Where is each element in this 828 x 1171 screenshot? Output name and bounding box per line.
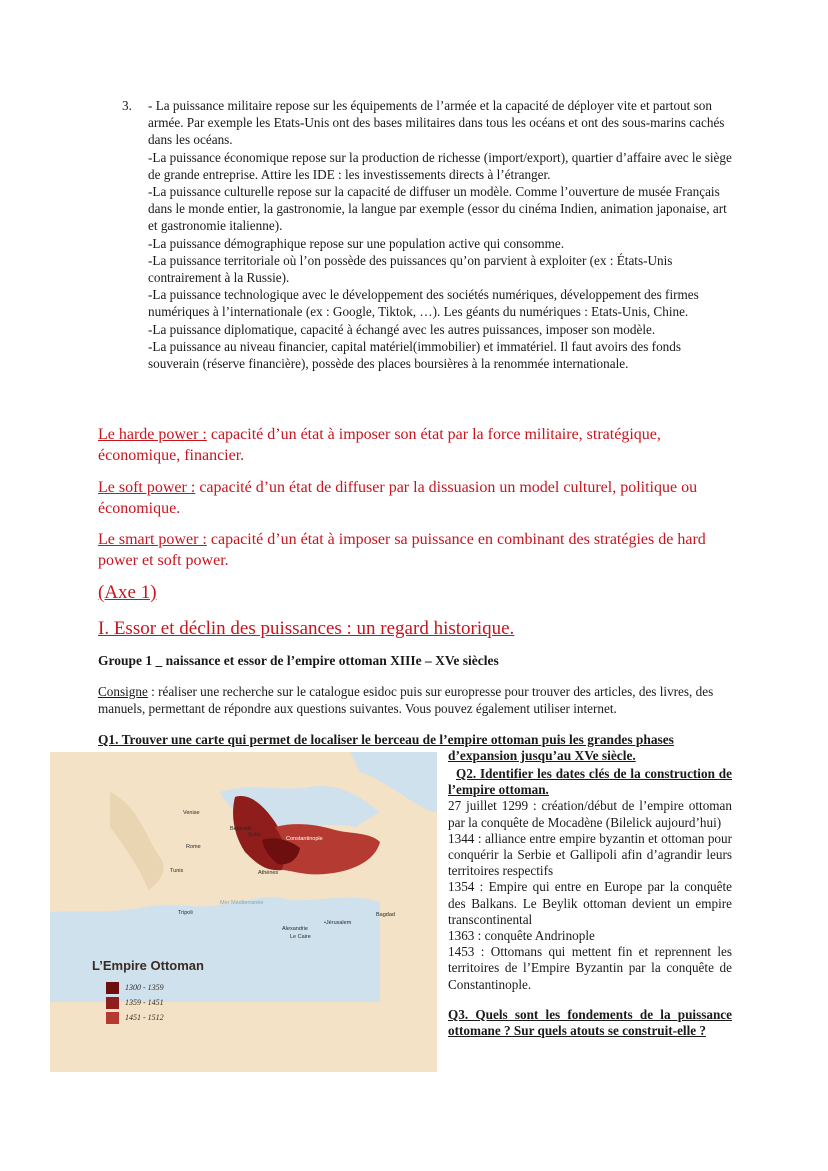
legend-item-1451: 1451 - 1512 [106,1010,164,1025]
definition-text: capacité d’un état de diffuser par la dissuasion un model culturel, politique ou économique. [98,479,698,517]
ottoman-empire-map [50,752,437,1072]
label-constantinople: Constantinople [286,836,323,842]
legend-swatch [106,982,119,994]
label-venise: Venise [183,810,200,816]
question-3: Q3. Quels sont les fondements de la puissance ottomane ? Sur quels atouts se construit-elle ? [448,1006,732,1039]
list-item: -La puissance culturelle repose sur la capacité de diffuser un modèle. Comme l’ouverture de musée Français dans le monde entier, la gastronomie, la langue par exemple (essor du cinéma Indien, animation japonaise, art et gastronomie italienne). [148,184,727,234]
label-caire: Le Caire [290,934,311,940]
definition-term: Le harde power : [98,426,207,443]
section-heading: I. Essor et déclin des puissances : un regard historique. [98,618,515,639]
power-types-list [122,97,732,372]
definition-text: capacité d’un état à imposer sa puissance en combinant des stratégies de hard power et soft power. [98,531,706,569]
axe-label: (Axe 1) [98,582,157,603]
definition-term: Le smart power : [98,531,207,548]
list-item: -La puissance démographique repose sur une population active qui consomme. [148,235,565,251]
question-2: Q2. Identifier les dates clés de la construction de l’empire ottoman. [448,766,732,798]
consigne [98,683,738,717]
date-item: 1354 : Empire qui entre en Europe par la conquête des Balkans. Le Beylik ottoman devient un empire transcontinental [448,879,732,927]
list-number: 3. [122,98,132,113]
label-jerusalem: •Jérusalem [324,920,352,926]
definition-term: Le soft power : [98,479,196,496]
list-item: -La puissance économique repose sur la production de richesse (import/export), quartier d’affaire avec le siège de grande entreprise. Attire les IDE : les investissements directs à l’étranger. [148,149,732,182]
date-item: 1363 : conquête Andrinople [448,928,595,944]
q2-q3-column [448,766,732,1039]
label-alexandrie: Alexandrie [282,926,308,932]
list-item: -La puissance diplomatique, capacité à échangé avec les autres puissances, imposer son modèle. [148,321,656,337]
question-1: Q1. Trouver une carte qui permet de localiser le berceau de l’empire ottoman puis les grandes phases [98,732,674,747]
legend-item-1300: 1300 - 1359 [106,980,164,995]
consigne-text: : réaliser une recherche sur le catalogue esidoc puis sur europresse pour trouver des articles, des livres, des manuels, permettant de répondre aux questions suivantes. Vous pouvez également utiliser internet. [98,684,714,716]
label-tripoli: Tripoli [178,910,193,916]
legend-swatch [106,1012,119,1024]
definition-text: capacité d’un état à imposer son état par la force militaire, stratégique, économique, financier. [98,426,661,464]
map-legend-title: L’Empire Ottoman [92,958,204,973]
list-item: -La puissance technologique avec le développement des sociétés numériques, développement des firmes numériques à l’internationale (ex : Google, Tiktok, …). Les géants du numériques : Etats-Unis, Chine. [148,287,699,320]
sea-shape [50,897,380,1002]
definition-smart-power [98,529,738,571]
label-tunis: Tunis [170,868,184,874]
label-sofia: Sofia [248,832,261,838]
list-item: -La puissance territoriale où l’on possède des puissances qu’on parvient à exploiter (ex : États-Unis contrairement à la Russie). [148,252,673,286]
legend-item-1359: 1359 - 1451 [106,995,164,1010]
map-legend [106,980,164,1025]
group-title: Groupe 1 _ naissance et essor de l’empire ottoman XIIIe – XVe siècles [98,653,499,668]
date-item: 1344 : alliance entre empire byzantin et ottoman pour conquérir la Serbie et Gallipoli afin d’agrandir leurs territoires respectifs [448,830,732,879]
definition-hard-power [98,424,738,466]
list-item: - La puissance militaire repose sur les équipements de l’armée et la capacité de déployer vite et partout son armée. Par exemple les Etats-Unis ont des bases militaires dans tous les océans et ont des sous-marins cachés dans les océans. [148,98,725,148]
question-1-continued: d’expansion jusqu’au XVe siècle. [448,748,636,763]
date-item: 27 juillet 1299 : création/début de l’empire ottoman par la conquête de Mocadène (Bilelick aujourd’hui) [448,798,732,830]
label-athenes: Athènes [258,870,279,876]
label-mer: Mer Méditerranée [220,900,264,906]
list-item: -La puissance au niveau financier, capital matériel(immobilier) et immatériel. Il faut avoirs des fonds souverain (réserve financière), possède des places boursières à la renommée internationale. [148,338,681,372]
legend-swatch [106,997,119,1009]
consigne-label: Consigne [98,684,148,699]
date-item: 1453 : Ottomans qui mettent fin et reprennent les territoires de l’Empire Byzantin par la conquête de Constantinople. [448,944,732,992]
label-rome: Rome [186,844,201,850]
label-belgrade: Belgrade [230,826,253,832]
label-bagdad: Bagdad [376,912,395,918]
definition-soft-power [98,477,738,519]
